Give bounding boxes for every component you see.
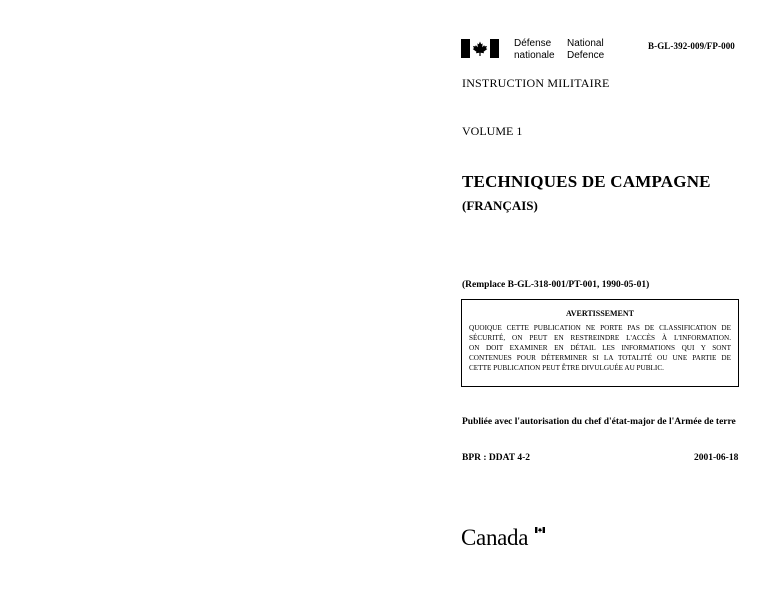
department-name-fr — [514, 38, 555, 62]
office-of-primary-interest: BPR : DDAT 4-2 — [462, 453, 530, 463]
document-title: TECHNIQUES DE CAMPAGNE — [462, 172, 711, 191]
warning-line: ON DOIT EXAMINER EN DÉTAIL LES INFORMATIONS QUI Y SONT — [469, 344, 731, 352]
volume-label: VOLUME 1 — [462, 124, 523, 138]
department-fr-line1: Défense — [514, 38, 552, 49]
warning-text — [469, 323, 731, 373]
document-number: B-GL-392-009/FP-000 — [648, 41, 735, 51]
department-fr-line2: nationale — [514, 50, 555, 61]
warning-box — [461, 299, 739, 387]
warning-line: QUOIQUE CETTE PUBLICATION NE PORTE PAS DE CLASSIFICATION DE — [469, 324, 731, 332]
document-language: (FRANÇAIS) — [462, 198, 538, 213]
warning-heading: AVERTISSEMENT — [565, 309, 635, 318]
department-en-line1: National — [567, 38, 604, 49]
warning-line: CONTENUES POUR DÉTERMINER SI LA TOTALITÉ OU UNE PARTIE DE — [469, 354, 731, 362]
department-name-en — [567, 38, 604, 62]
canada-wordmark-flag-icon — [535, 527, 545, 533]
canada-wordmark-text: Canada — [461, 525, 529, 550]
publication-date: 2001-06-18 — [694, 453, 739, 463]
canada-flag-icon — [461, 39, 499, 58]
warning-line: CETTE PUBLICATION PEUT ÊTRE DIVULGUÉE AU PUBLIC. — [469, 364, 664, 372]
supersedes-note: (Remplace B-GL-318-001/PT-001, 1990-05-01) — [462, 280, 650, 290]
publication-series: INSTRUCTION MILITAIRE — [462, 76, 610, 90]
department-en-line2: Defence — [567, 50, 605, 61]
warning-line: SÉCURITÉ, ON PEUT EN RESTREINDRE L'ACCÈS À L'INFORMATION. — [469, 334, 731, 342]
canada-wordmark — [461, 524, 528, 552]
publication-authority: Publiée avec l'autorisation du chef d'état-major de l'Armée de terre — [462, 417, 736, 427]
